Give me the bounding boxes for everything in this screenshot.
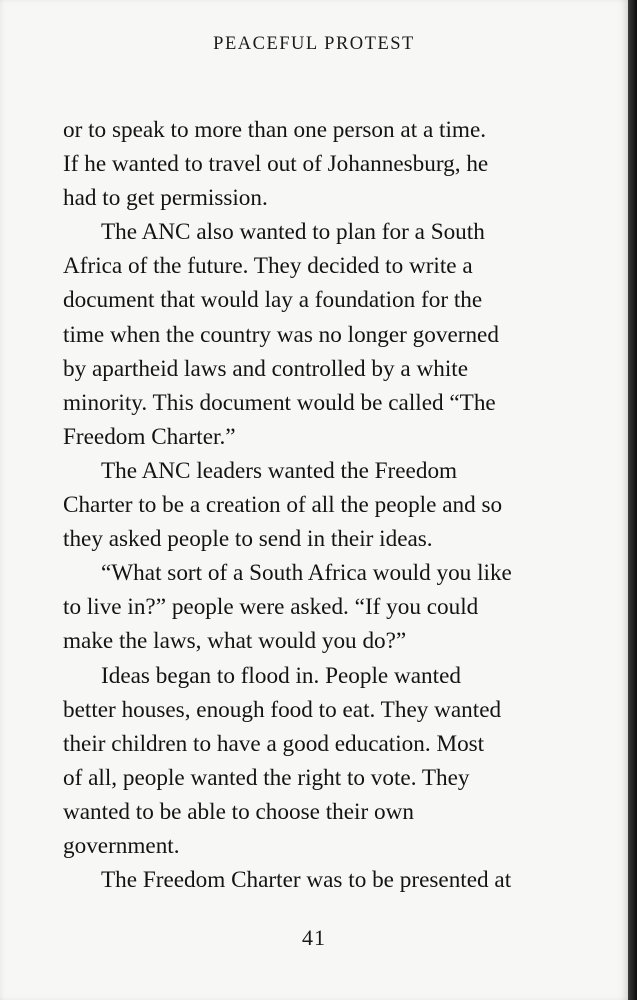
text-line: of all, people wanted the right to vote. They: [63, 764, 470, 791]
text-line: Freedom Charter.”: [63, 423, 236, 450]
paragraph-start-line: “What sort of a South Africa would you like: [101, 560, 512, 587]
text-line: by apartheid laws and controlled by a white: [63, 355, 469, 382]
text-line: to live in?” people were asked. “If you could: [63, 594, 479, 621]
text-line: had to get permission.: [63, 185, 268, 212]
body-text: [63, 113, 563, 897]
text-line: make the laws, what would you do?”: [63, 628, 407, 655]
text-line: document that would lay a foundation for the: [63, 287, 483, 314]
page-edge: [628, 0, 637, 1000]
text-line: minority. This document would be called “The: [63, 389, 496, 416]
text-line: or to speak to more than one person at a time.: [63, 117, 487, 143]
paragraph-start-line: The Freedom Charter was to be presented at: [101, 867, 512, 894]
paragraph-start-line: The ANC leaders wanted the Freedom: [101, 457, 458, 484]
page-number: 41: [302, 925, 326, 950]
text-line: Charter to be a creation of all the people and so: [63, 492, 503, 519]
paragraph-start-line: Ideas began to flood in. People wanted: [101, 662, 461, 689]
text-line: government.: [63, 832, 180, 859]
text-line: time when the country was no longer governed: [63, 321, 499, 348]
paragraph-start-line: The ANC also wanted to plan for a South: [101, 219, 485, 246]
text-line: wanted to be able to choose their own: [63, 798, 414, 825]
text-line: better houses, enough food to eat. They wanted: [63, 696, 502, 723]
text-line: If he wanted to travel out of Johannesburg, he: [63, 151, 489, 178]
running-head: PEACEFUL PROTEST: [213, 34, 415, 54]
text-line: their children to have a good education. Most: [63, 730, 485, 757]
text-line: they asked people to send in their ideas.: [63, 526, 433, 553]
text-line: Africa of the future. They decided to write a: [63, 253, 473, 280]
